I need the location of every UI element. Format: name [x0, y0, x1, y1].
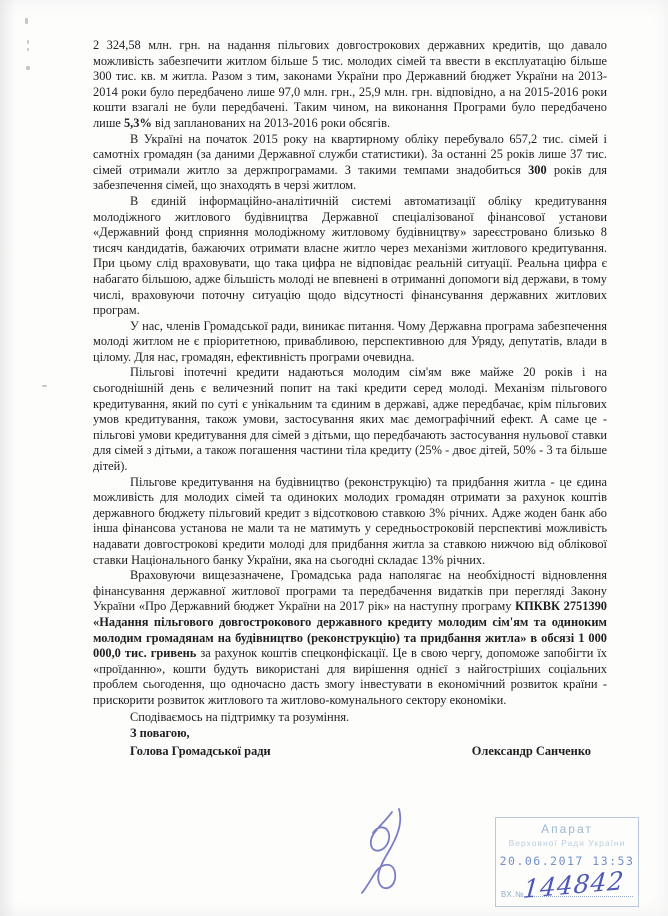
- scan-speck: [26, 66, 30, 70]
- scan-speck: [27, 40, 29, 44]
- paragraph: Враховуючи вищезазначене, Громадська рада наполягає на необхідності відновлення фінансування державної житлової програми та передбачення видатків при перегляді Закону України «Про Державний бюджет України на 2017 рік» на наступну програму КПКВК 2751390 «Надання пільгового довгострокового державного кредиту молодим сім'ям та одиноким молодим громадянам на будівництво (реконструкцію) та придбання житла» в обсязі 1 000 000,0 тис. гривень за рахунок коштів спецконфіскації. Це в свою чергу, допоможе запобігти їх «проїданню», кошти будуть використані для вирішення однієї з найгостріших соціальних проблем сьогодення, що одночасно дасть змогу інвестувати в економічний розвиток країни - прискорити розвиток житлового та житлово-комунального сектору економіки.: [93, 568, 608, 707]
- stamp-reg-number: 144842: [522, 865, 626, 904]
- signer-row: [130, 744, 607, 760]
- scan-edge-shade: [0, 0, 16, 916]
- paragraph: 2 324,58 млн. грн. на надання пільгових довгострокових державних кредитів, що давало можливість забезпечити житлом більше 5 тис. молодих сімей та ввести в експлуатацію більше 300 тис. кв. м житла. Разом з тим, законами України про Державний бюджет України на 2013-2014 роки було передбачено лише 97,0 млн. грн., 25,9 млн. грн. відповідно, а на 2015-2016 роки кошти взагалі не були передбачені. Таким чином, на виконання Програми було передбачено лише 5,3% від запланованих на 2013-2016 роки обсягів.: [93, 38, 607, 130]
- stamp-reg-label: ВХ.№: [501, 890, 525, 899]
- signer-title: Голова Громадської ради: [130, 743, 271, 758]
- stamp-org-line1: Апарат: [541, 822, 593, 836]
- registration-stamp: [495, 817, 639, 907]
- scan-speck: [27, 48, 29, 51]
- scan-speck: [42, 385, 47, 387]
- letter-body: [93, 38, 607, 759]
- signature-block: [93, 710, 607, 760]
- valediction: З повагою,: [130, 726, 190, 741]
- paragraph: В єдиній інформаційно-аналітичній системі автоматизації обліку кредитування молодіжного житлового будівництва Державної спеціалізованої фінансової установи «Державний фонд сприяння молодіжному житловому будівництву» зареєстровано близько 8 тисяч кандидатів, бажаючих отримати власне житло через механізми житлового кредитування. При цьому слід враховувати, що така цифра не відповідає реальній ситуації. Реальна цифра є набагато більшою, адже більшість молоді не впевнені в отриманні допомоги від держави, в тому числі, враховуючи поточну ситуацію щодо відсутності фінансування державних житлових програм.: [93, 193, 607, 318]
- paragraph: У нас, членів Громадської ради, виникає питання. Чому Державна програма забезпечення молоді житлом не є пріоритетною, привабливою, перспективною для Уряду, депутатів, влади в цілому. Для нас, громадян, ефективність програми очевидна.: [93, 318, 607, 364]
- scan-speck: [25, 18, 28, 24]
- paragraph: Пільгове кредитування на будівництво (реконструкцію) та придбання житла - це єдина можливість для молодих сімей та одиноких молодих громадян отримати за рахунок коштів державного бюджету пільговий кредит з відсотковою ставкою 3% річних. Адже жоден банк або інша фінансова установа не мали та не матимуть у середньостроковій перспективі можливість надавати довгострокові кредити молоді для придбання житла за ставкою нижчою від облікової ставки Національного банку України, яка на сьогодні складає 13% річних.: [93, 474, 607, 567]
- stamp-datetime: 20.06.2017 13:53: [499, 854, 635, 868]
- signer-name: Олександр Санченко: [471, 743, 591, 758]
- paragraph: Пільгові іпотечні кредити надаються молодим сім'ям вже майже 20 років і на сьогоднішній день є величезний попит на такі кредити серед молоді. Механізм пільгового кредитування, який по суті є унікальним та єдиним в державі, адже передбачає, крім пільгових умов кредитування, також умови, застосування яких має демографічний ефект. А саме це - пільгові умови кредитування для сімей з дітьми, що передбачають застосування нульової ставки для сімей з дітьми, а також погашення частини тіла кредиту (25% - двоє дітей, 50% - 3 та більше дітей).: [93, 365, 607, 474]
- paragraph: В Україні на початок 2015 року на квартирному обліку перебувало 657,2 тис. сімей і самотніх громадян (за даними Державної служби статистики). За останні 25 років лише 37 тис. сімей отримали житло за держпрограмами. З такими темпами знадобиться 300 років для забезпечення сімей, що знаходять в черзі житлом.: [93, 131, 607, 193]
- closing-line: Сподіваємось на підтримку та розуміння.: [130, 709, 350, 724]
- stamp-org-line2: Верховної Ради України: [508, 838, 626, 848]
- handwritten-signature-icon: [352, 806, 414, 896]
